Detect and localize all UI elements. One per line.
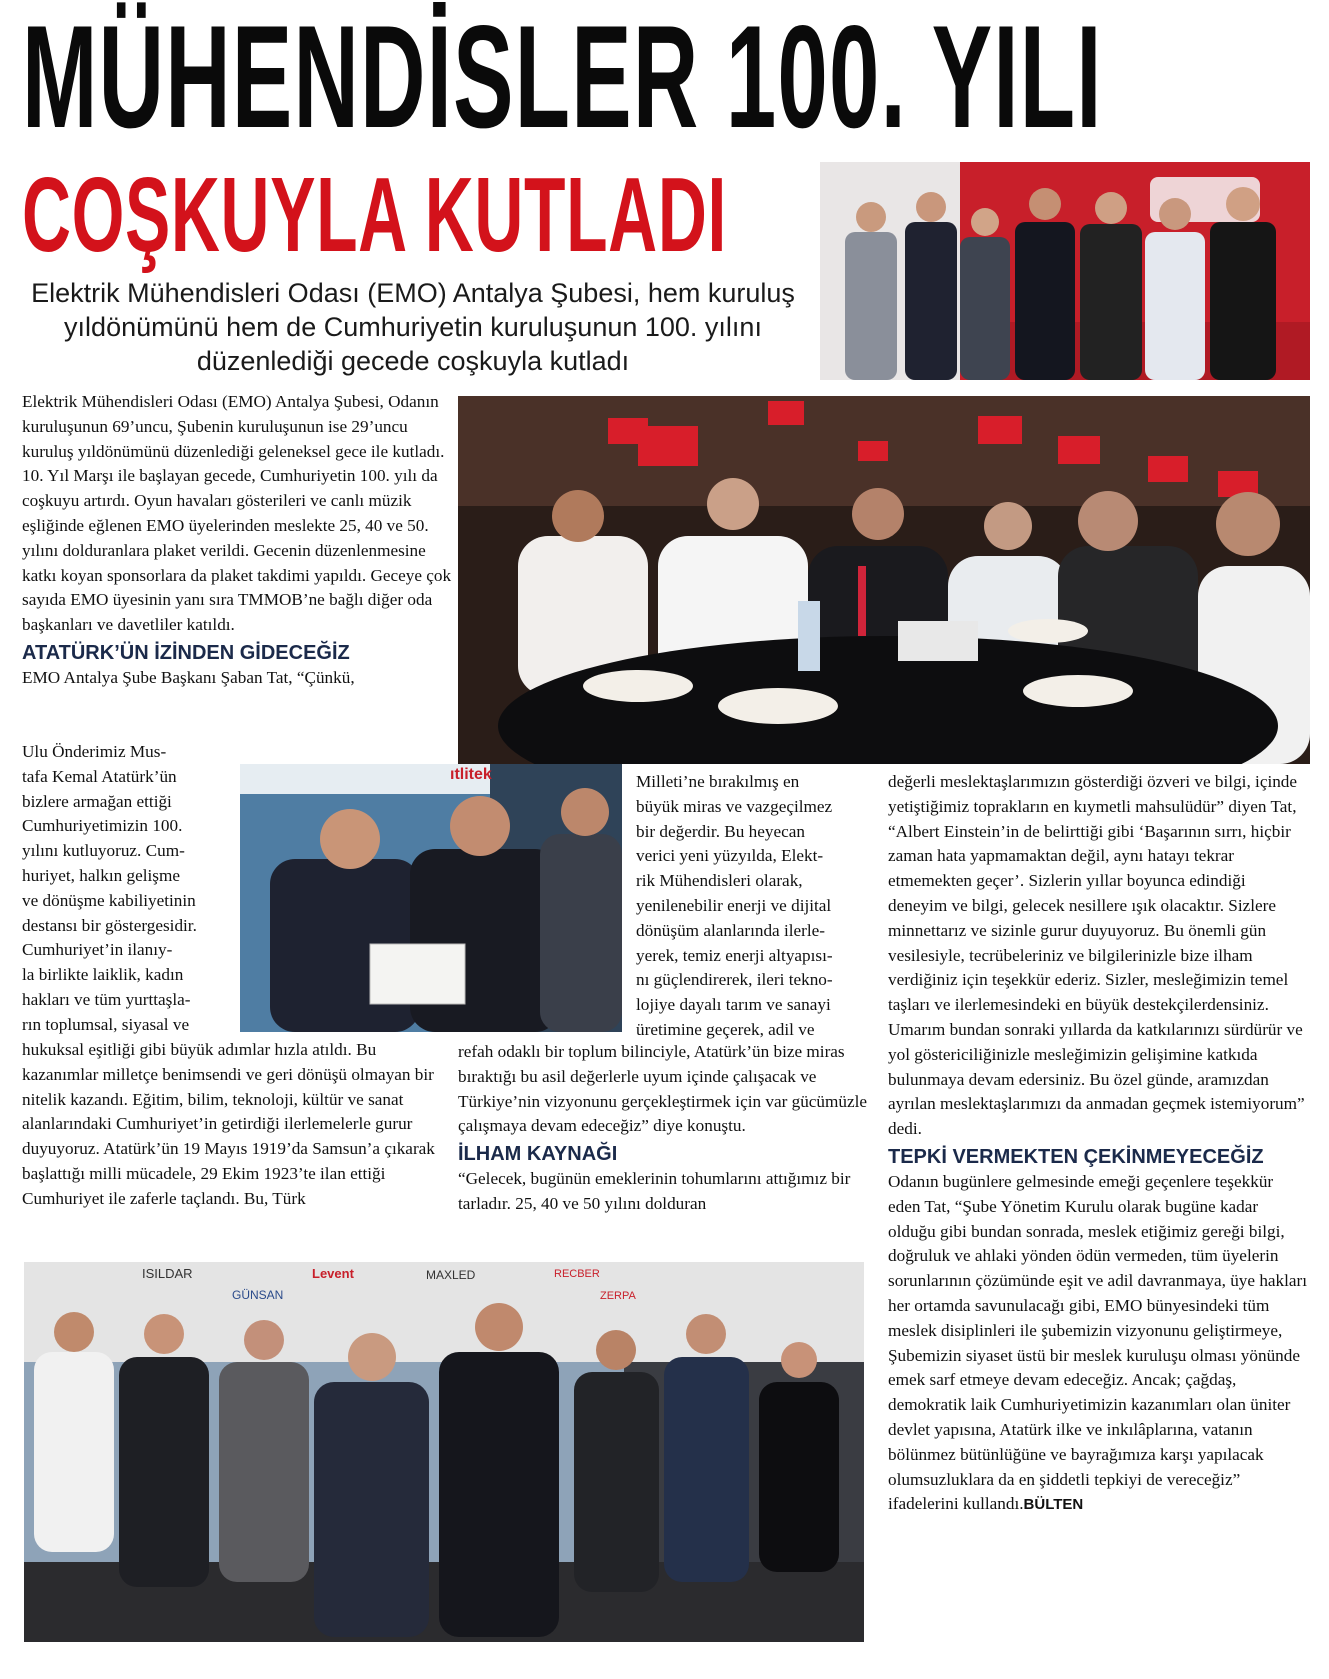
section1-continuation — [22, 1038, 454, 1212]
stage-banner-text-2: GÜNSAN — [232, 1288, 284, 1302]
narrow-line: üretimine geçerek, adil ve — [636, 1019, 815, 1039]
column-3-paragraph: değerli meslektaşlarımızın gösterdiği özveri ve bilgi, içinde yetiştiğimiz toprakların en kıymetli mahsulüdür” diyen Tat, “Albert Einstein’in de belirttiği gibi ‘Başarının sırrı, hiçbir zaman hata yapmamaktan değil, aynı hatayı tekrar etmemekten geçer’. Sizlerin yıllar boyunca edindiği deneyim ve bilgi, gelecek nesillere ışık olacaktır. Sizlere minnettarız ve sizinle gurur duyuyoruz. Bu önemli gün vesilesiyle, tecrübeleriniz ve bilgilerinizle bize ilham verdiğiniz için teşekkür ederiz. Sizler, mesleğimizin temel taşları ve ilerlemesindeki en büyük destekçilerdensiniz. Umarım bundan sonraki yıllarda da katkılarınızı sürdürür ve yol göstericiliğinizle mesleğimizin gelişimine katkıda bulunmaya devam edersiniz. Bu özel günde, aramızdan ayrılan meslektaşlarımızı da anmadan geçmek istemiyorum” dedi. — [888, 772, 1305, 1139]
narrow-line: Cumhuriyetimizin 100. — [22, 816, 183, 836]
column-3-final-text: Odanın bugünlere gelmesinde emeği geçenlere teşekkür eden Tat, “Şube Yönetim Kurulu olarak bugüne kadar olduğu gibi bundan sonrada, meslek etiğimiz gereği bilgi, doğruluk ve ahlaki yönden ödün vermeden, tüm üyelerin sorunlarının çözümünde eşit ve adil davranmaya, üye hakları her ortamda savunulacağı gibi, EMO bünyesindeki tüm meslek disiplinleri ile şubemizin vizyonunu geliştirmeye, Şubemizin siyaset üstü bir meslek kuruluşu olması yönünde emek sarf etmeye devam edeceğiz. Ancak; çağdaş, demokratik laik Cumhuriyetimizin kazanımları olan üniter devlet yapısına, Atatürk ilke ve inkılâplarına, vatanın bölünmez bütünlüğüne ve bayrağımıza karşı yapılacak olumsuzluklara da en şiddetli tepkiyi de vereceğiz” ifadelerini kullandı. — [888, 1171, 1308, 1514]
dinner-photo — [458, 396, 1310, 764]
narrow-line: bir değerdir. Bu heyecan — [636, 821, 805, 841]
stage-banner-text-4: MAXLED — [426, 1268, 476, 1282]
narrow-line: verici yeni yüzyılda, Elekt- — [636, 846, 824, 866]
stage-banner-text-5: RECBER — [554, 1268, 600, 1280]
narrow-line: lojiye dayalı tarım ve sanayi — [636, 995, 831, 1015]
column-3 — [888, 770, 1308, 1518]
section1-narrow-column — [22, 740, 237, 1038]
narrow-line: yılını kutluyoruz. Cum- — [22, 841, 185, 861]
main-headline: MÜHENDİSLER 100. YILI — [22, 0, 1103, 158]
award-banner-logo: ıtlitek — [450, 766, 492, 783]
stage-banner-text-6: ZERPA — [600, 1290, 636, 1302]
section1-first-line: EMO Antalya Şube Başkanı Şaban Tat, “Çünkü, — [22, 667, 355, 687]
narrow-line: yenilenebilir enerji ve dijital — [636, 895, 832, 915]
section-heading-ataturk: ATATÜRK’ÜN İZİNDEN GİDECEĞİZ — [22, 641, 350, 664]
narrow-line: huriyet, halkın gelişme — [22, 865, 180, 885]
section-heading-tepki: TEPKİ VERMEKTEN ÇEKİNMEYECEĞİZ — [888, 1145, 1264, 1168]
narrow-line: rın toplumsal, siyasal ve — [22, 1014, 190, 1034]
byline-signature: BÜLTEN — [1023, 1496, 1084, 1514]
narrow-line: tafa Kemal Atatürk’ün — [22, 766, 177, 786]
column-2-paragraph: refah odaklı bir toplum bilinciyle, Atatürk’ün bize miras bıraktığı bu asil değerlerle uyum içinde çalışacak ve Türkiye’nin vizyonunu gerçekleştirmek için var gücümüzle çalışmaya devam edeceğiz” diye konuştu. — [458, 1042, 868, 1136]
narrow-line: la birlikte laiklik, kadın — [22, 965, 184, 985]
column-2-body — [458, 1040, 878, 1217]
column-2-quote: “Gelecek, bugünün emeklerinin tohumlarını attığımız bir tarladır. 25, 40 ve 50 yılını dolduran — [458, 1169, 851, 1213]
intro-text: Elektrik Mühendisleri Odası (EMO) Antalya Şubesi, Odanın kuruluşunun 69’uncu, Şubenin kuruluşunun ise 29’uncu kuruluş yıldönümünü düzenlediği geleneksel gece ile kutladı. 10. Yıl Marşı ile başlayan gecede, Cumhuriyetin 100. yılı da coşkuyu artırdı. Oyun havaları gösterileri ve canlı müzik eşliğinde eğlenen EMO üyelerinden meslekte 25, 40 ve 50. yılını dolduranlara plaket verildi. Gecenin düzenlenmesine katkı koyan sponsorlara da plaket takdimi yapıldı. Geceye çok sayıda EMO üyesinin yanı sıra TMMOB’ne bağlı diğer oda başkanları ve davetliler katıldı. — [22, 392, 452, 635]
narrow-line: bizlere armağan ettiği — [22, 791, 172, 811]
narrow-line: büyük miras ve vazgeçilmez — [636, 796, 833, 816]
deck-summary: Elektrik Mühendisleri Odası (EMO) Antalya Şubesi, hem kuruluş yıldönümünü hem de Cumhuriyetin kuruluşunun 100. yılını düzenlediği gecede coşkuyla kutladı — [31, 278, 795, 376]
section-heading-ilham: İLHAM KAYNAĞI — [458, 1143, 618, 1166]
section1-body: hukuksal eşitliği gibi büyük adımlar hızla atıldı. Bu kazanımlar milletçe benimsendi ve geri dönüşü olmayan bir nitelik kazandı. Eğitim, bilim, teknoloji, kültür ve sanat alanlarındaki Cumhuriyet’in getirdiği ilerlemelerle gurur duyuyoruz. Atatürk’ün 19 Mayıs 1919’da Samsun’a çıkarak başlattığı milli mücadele, 29 Ekim 1923’te ilan ettiği Cumhuriyet ile zaferle taçlandı. Bu, Türk — [22, 1040, 435, 1208]
narrow-line: Cumhuriyet’in ilanıy- — [22, 940, 173, 960]
award-photo — [240, 764, 622, 1032]
column-2-narrow — [636, 770, 876, 1043]
narrow-line: hakları ve tüm yurttaşla- — [22, 989, 191, 1009]
narrow-line: ve dönüşme kabiliyetinin — [22, 890, 196, 910]
narrow-line: destansı bir göstergesidir. — [22, 915, 197, 935]
stage-banner-text-3: Levent — [312, 1266, 354, 1281]
sub-headline: COŞKUYLA KUTLADI — [22, 156, 727, 274]
stage-photo — [24, 1262, 864, 1642]
narrow-line: dönüşüm alanlarında ilerle- — [636, 920, 825, 940]
narrow-line: Milleti’ne bırakılmış en — [636, 772, 800, 791]
narrow-line: rik Mühendisleri olarak, — [636, 871, 803, 891]
narrow-line: Ulu Önderimiz Mus- — [22, 742, 167, 761]
intro-paragraph — [22, 390, 454, 691]
column-3-final-paragraph — [888, 1170, 1308, 1518]
narrow-line: nı güçlendirerek, ileri tekno- — [636, 970, 833, 990]
narrow-line: yerek, temiz enerji altyapısı- — [636, 945, 833, 965]
group-photo — [820, 162, 1310, 380]
stage-banner-text-1: ISILDAR — [142, 1266, 193, 1281]
